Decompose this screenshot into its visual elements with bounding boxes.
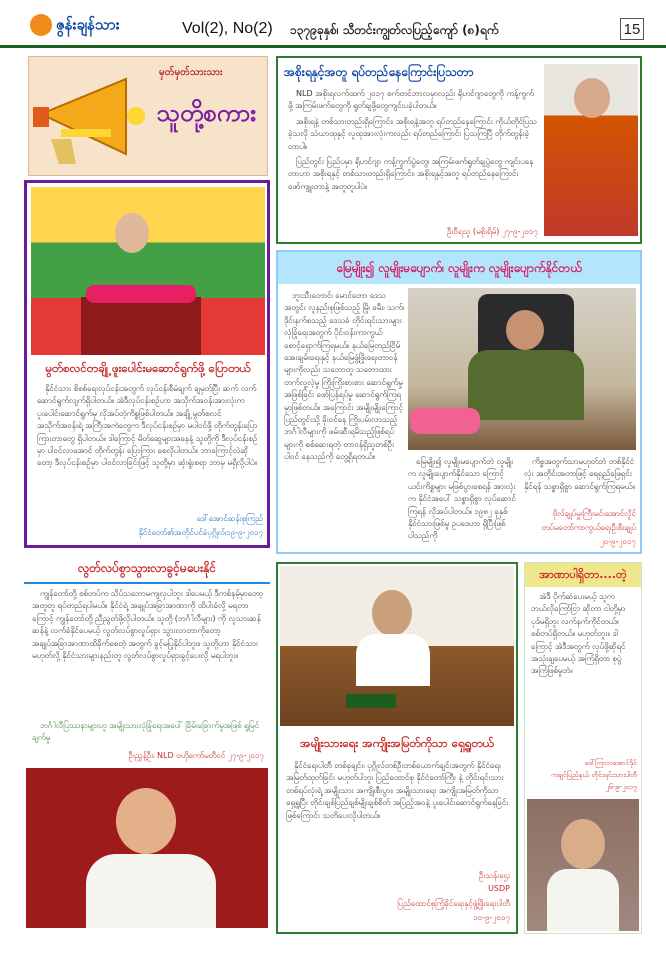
speaker-photo	[280, 566, 514, 726]
megaphone-icon	[31, 69, 151, 169]
promo-subtitle: မှတ်မှတ်သားသား	[159, 67, 223, 78]
article-body	[288, 88, 538, 196]
article-signature: ဦးညွှန့်ဦး၊ NLD ဗဟိုကော်မတီဝင် ၂၇-၉-၂၀၁၇	[128, 751, 264, 760]
signature-name: ဒေါ်အောင်ဆန်းစုကြည်	[196, 514, 263, 523]
signature-party: USDP	[488, 884, 510, 893]
article-column-3: ကိစ္စအတွက်သာမဟုတ်ဘဲ တစ်နိုင်ငံလုံး အတိုင်းအတာဖြင့် ရေရှည်ဖြေရှင်းနိုင်ရန် သစ္စာရှိစွာ ဆောင်ရွက်ကြရမယ်။	[524, 457, 635, 491]
article-title: အမျိုးသားရေး အကျိုးအမြတ်ကိုသာ ရှေ့ရှုတယ်	[300, 736, 494, 750]
signature-date: ၁၀-၉-၂၀၁၇	[473, 913, 510, 922]
article-state-counsellor	[24, 180, 270, 548]
portrait-head	[372, 590, 412, 636]
speaker-photo	[26, 768, 268, 928]
portrait-head	[506, 310, 544, 350]
flower-arrangement	[410, 408, 480, 434]
podium	[81, 297, 201, 355]
article-title: မြေမျိုး၍ လူမျိုးမပျောက်၊ လူမျိုးက လူမျိုးပျောက်နိုင်တယ်	[278, 252, 640, 284]
flower-bouquet	[86, 285, 196, 303]
general-photo	[408, 288, 636, 450]
article-body: ကျွန်တော်တို့ စစ်တပ်က သိပ်သဘောမကျလှပါဘူး ဒါပေမယ့် ဒီကစ်နမ့်မှာတော့ အတူတူ ရပ်တည်ရပါမယ်။ နိုင်ငံရဲ့ အချုပ်အခြာအာဏာကို ထိပါးခံလို့ မရတာကြောင့် ကျွန်တော်တို့ ညီညွတ်ဖို့လိုပါတယ်။ သူတို့ (ဘင်္ဂါလီများ) ကို လူသားဆန်ဆန်နဲ့ လက်ခံနိုင်ပေမယ့် လွတ်လပ်စွာလှုပ်ရှား သွားလာတာကိုတော့ အချုပ်အခြာအာဏာထိခိုက်စေတဲ့ အတွက် ခွင့်မပြုနိုင်ပါဘူး။ သူတို့ဟာ နိုင်ငံသားမဟုတ်လို့ နိုင်ငံသားများနည်းတူ လွတ်လပ်စွာလှုပ်ရှားခွင့်ပေးလို့ မရပါဘူး။	[32, 589, 263, 660]
article-note: ဘင်္ဂါလီပြဿနာများဟူ အမျိုးသားလုံခြုံရေးအပေါ် ခြိမ်းခြောက်မှုအဖြစ် ရှုမြင်ချက်မှု	[32, 721, 260, 743]
article-column-2: မြေမျိုး၍ လူမျိုးမပျောက်ဘဲ လူမျိုးက လူမျိုးပျောက်နိုင်သော ကြောင့် ယင်းကိစ္စများ မဖြစ်ပွားစေရန် အားလုံးက နိုင်ငံအပေါ် သစ္စာရှိစွာ လုပ်ဆောင်ကြရန် လိုအပ်ပါတယ်။ ၁၉၈၂ ခုနှစ် နိုင်ငံသားဖြစ်မှု ဥပဒေဟာ ရှိပြီးဖြစ်ပါသည်ကို	[408, 457, 516, 541]
signature-name: ဒေါ်ကြာဘအောင်ဒိုင်	[584, 759, 637, 767]
article-monk-statement	[276, 56, 642, 244]
publication-logo	[30, 14, 170, 42]
article-title: လွတ်လပ်စွာသွားလာခွင့်မပေးနိုင်	[24, 560, 270, 584]
paragraph: အစိုးရနဲ့ တစ်သားတည်းရှိကြောင်း၊ အစိုးရနဲ့အတူ ရပ်တည်နေကြောင်း ကိုယ်တိုင်ပြသခဲ့သလို သံဃာထုနှင့် လူထုအားလုံးကလည်း ရပ်တည်ကြောင်း ပြသကြပြီ တိုက်တွန်းခဲ့တာပါ။	[288, 116, 537, 151]
article-column-1: ဘူးသီးတောင်၊ မောင်တော ဒေသအတွင်း လူနည်းစုဖြစ်သည့် မြို၊ ခမီး၊ သက်၊ ဒိုင်းနက်စသည့် ဒေသခံ တိုင်းရင်းသားများလုံခြုံရေးအတွက် ပိုင်းဝန်းကာကွယ် စောင့်ရှောက်ကြရမယ်။ နယ်မြေတည်ငြိမ် အေးချမ်းရေးနှင့် နယ်မြေဖွံ့ဖြိုးရေးတာဝန်များကိုလည်း သဘောတူ သဘောထားတက်လူ့လဲ့မှု ကြိုးကြိုးစားစား ဆောင်ရွက်မှုအဖြစ်ခြင်း ဖော်ပြန်ရပ်မှု ဆောင်ရွက်ကြရမှာဖြစ်တယ်။ အကြောင်း အမျိုးမျိုးကြောင့် ပြည်တွင်းသို့ ခိုးဝင်နေ ကြိုးပမ်းလာသည့် ဘင်္ဂါလီများကို ဖမ်းဆီးရမိသည့်ဖြစ်ရပ်များကို စစ်ဆေးရတဲ့ တာဝန်ရှိသူတစ်ဦး ပါဝင် နေသည်ကို တွေ့ရှိရတယ်။	[284, 291, 404, 462]
signature-date: ၂၆-၉-၂၀၁၇	[605, 783, 637, 791]
signature-title: နိုင်ငံတော်၏အတိုင်ပင်ခံပုဂ္ဂိုလ်၊၁၉-၉-၂၀၁၇	[138, 528, 263, 537]
page-number: 15	[620, 18, 644, 40]
article-signature: ဦးဝီရသူ (မစိုးရိမ်) ၂၇-၉-၂၀၁၇	[446, 227, 538, 236]
portrait-head	[574, 78, 610, 118]
logo-text: ဇွန်းချန်သား	[56, 15, 120, 34]
paragraph: ပြည်တွင်း ပြည်ပမှာ ရိုဟင်ဂျာ ကန့်ကွက်ပွဲတွေ၊ အကြမ်းဖက်ရှုတ်ချပွဲတွေ ကျင်းပနေတာဟာ အစိုးရနှင့် တစ်သားတည်းရှိကြောင်း၊ အစိုးရနှင့်အတူ ရပ်တည်နေကြောင်း ဖော်ကျူးတာနဲ့ အတူတူပါပဲ။	[288, 156, 534, 191]
page-header	[0, 0, 666, 48]
article-body: နိုင်ငံသား စိစစ်ရေးလုပ်ငန်းအတွက် လုပ်ငန်းစီမံချက် ချမှတ်ပြီး ဆက် လက် ဆောင်ရွက်လျက်ရှိပါတယ်။ အဲဒီလုပ်ငန်းစဉ်ဟာ အသိုက်အဝန်းအားလုံးက ပူးပေါင်းဆောင်ရွက်မှ လိုအပ်တဲ့ကိစ္စဖြစ်ပါတယ်။ အချို့ မွတ်စလင် အသိုက်အဝန်းရဲ့ အကြီးအကဲတွေက ဒီလုပ်ငန်းစဉ်မှာ မပါဝင်ဖို့ တိုက်တွန်းပြောကြားတာတွေ ရှိပါတယ်။ ဒါကြောင့် မိတ်ဆွေများအနေနဲ့ သူတို့ကို ဒီလုပ်ငန်းစဉ်မှာ ပါဝင်လာအောင် တိုက်တွန်း ပြောကြား စေလိုပါတယ်။ ဘာကြောင့်လဲဆိုတော့ ဒီလုပ်ငန်းစဉ်မှာ ပါဝင်လာခြင်းဖြင့် သူတို့မှာ ဆုံးရှုံးစရာ ဘာမှ မရှိလို့ပါပဲ။	[37, 384, 258, 468]
signature-party-full: ပြည်ထောင်စုကြံ့ခိုင်ရေးနှင့်ဖွံ့ဖြိုးရေးပါတီ	[397, 899, 510, 908]
speaker-photo	[527, 799, 639, 931]
signature-name: ဗိုလ်ချုပ်မှူးကြီးမင်းအောင်လှိုင်	[552, 509, 636, 518]
portrait-head	[116, 788, 176, 854]
article-body: အဲဒီ ပိုက်ဆံပေးမယ့် သူကဘယ်လိုကြော်ငြာ ဆိုတာ ငါတို့မှာ ပုဒ်မရှိဘူး လက်နက်ကိုင်တယ်။ စစ်တပ်ရှိတယ်။ မဟုတ်ဘူး။ ဒါကြောင့် အဲဒီအတွက် လုပ်ဖို့ဆိုရင် အသုံးချပေမယ့် အကြံရှိတာ စုပွဲအကြံဖြစ်မှုဘဲ။	[531, 592, 626, 676]
uniform	[468, 350, 584, 420]
signature-party: ကချင်ပြည်နယ် တိုင်းရင်းသားပါတီ	[551, 771, 637, 779]
paragraph: NLD အစိုးရလက်ထက် ၂၀၁၇ စက်တင်ဘာလမှာလည်း ရိုဟင်ဂျာတွေကို ကန့်ကွက်ဖို့ အကြမ်းဖက်တွေကို ရှုတ်ချဖို့တွေကျင်းပခဲ့ပါတယ်။	[288, 89, 534, 111]
promo-title: သူတို့စကား	[156, 99, 257, 127]
article-body: နိုင်ငံရေးပါတီ တစ်ခုချင်း၊ ပုဂ္ဂိုလ်တစ်ဦးတစ်ယောက်ချင်းအတွက် နိုင်ငံရေးအမြတ်ထုတ်ခြင်း မဟုတ်ပါဘူး ပြည်ထောင်စု နိုင်ငံတော်ကြီး နဲ့ တိုင်းရင်းသား တစ်ရပ်လုံးရဲ့ အမျိုးသား အကျိုးစီးပွား၊ အမျိုးသားရေး အကျိုးအမြတ်ကိုသာ ရှေ့ရှုပြီး တိုင်းချစ်ပြည်ချစ်မျိုးချစ်စိတ် အပြည့်အဝနဲ့ ပူးပေါင်းဆောင်ရွက်နေခြင်း ဖြစ်ကြောင်း သတိပေးလိုပါတယ်။	[286, 761, 509, 820]
signature-name: ဦးသန်းဌေး	[478, 871, 510, 880]
signature-title: တပ်မတော်ကာကွယ်ရေးဦးစီးချုပ်	[541, 523, 636, 532]
volume-number: Vol(2), No(2)	[182, 20, 273, 37]
portrait-head	[561, 819, 605, 869]
signature-date: ၂၀-၉-၂၀၁၇	[599, 537, 636, 546]
logo-mark-icon	[30, 14, 52, 36]
promo-banner	[28, 56, 268, 176]
article-freedom-of-movement	[24, 558, 270, 928]
article-title: အာဏာပါရှိတာ....တဲ့	[525, 563, 641, 587]
desk-nameplate	[346, 694, 396, 708]
shirt	[86, 854, 216, 928]
portrait-head	[115, 213, 149, 253]
shirt	[356, 634, 430, 686]
article-title: မွတ်စလင်တချို့ ဖူးပေါင်းမဆောင်ရွက်ဖို့ ပြောတယ်	[45, 361, 251, 375]
article-commander-in-chief	[276, 250, 642, 554]
article-title: အစိုးရနှင့်အတူ ရပ်တည်နေကြောင်းပြသတာ	[284, 65, 474, 79]
article-national-interest	[276, 562, 518, 934]
shirt	[547, 869, 619, 931]
article-authority	[524, 562, 642, 934]
monk-photo	[544, 64, 638, 236]
speaker-photo	[31, 187, 265, 355]
issue-date: ၁၃၇၉ခုနှစ်၊ သီတင်းကျွတ်လပြည့်ကျော် (၈)ရက်	[290, 23, 499, 37]
